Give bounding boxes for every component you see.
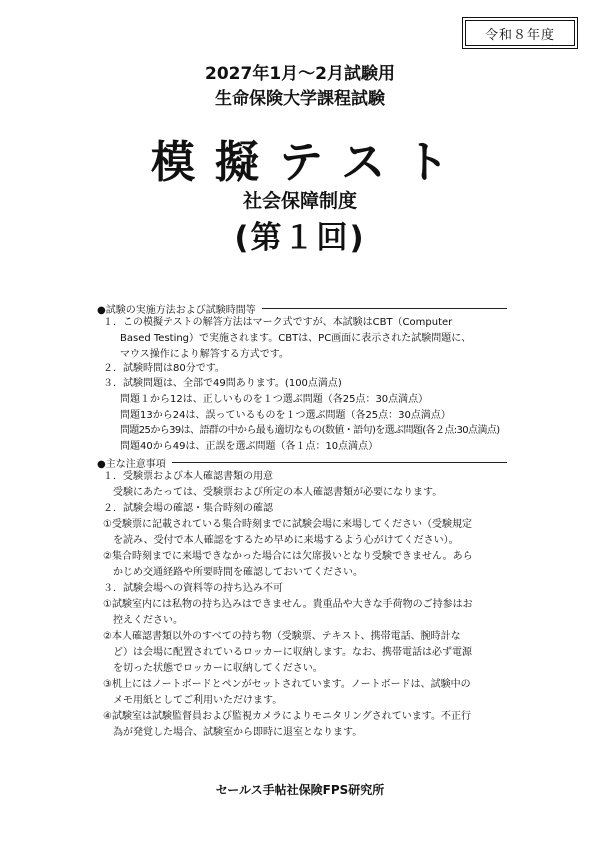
section-notes-heading xyxy=(97,455,507,469)
exam-method-line: Based Testing）で実施されます。CBTは、PC画面に表示された試験問題に、 xyxy=(120,333,472,344)
notes-line: を読み、受付で本人確認をするため早めに来場するよう心がけてください）。 xyxy=(113,535,459,546)
notes-line: 為が発覚した場合、試験室から即時に退室となります。 xyxy=(113,727,363,738)
heading-rule xyxy=(262,308,507,309)
notes-line: ど）は会場に配置されているロッカーに収納します。なお、携帯電話は必ず電源 xyxy=(113,647,472,658)
section-exam-method-heading xyxy=(97,301,507,315)
exam-method-line: ３．試験問題は、全部で49問あります。(100点満点) xyxy=(103,378,342,389)
notes-line: 受験にあたっては、受験票および所定の本人確認書類が必要になります。 xyxy=(113,487,443,498)
notes-line: ③机上にはノートボードとペンがセットされています。ノートボードは、試験中の xyxy=(103,679,471,690)
subject-title: 社会保障制度 xyxy=(242,190,357,212)
publisher-name: セールス手帖社保険FPS研究所 xyxy=(215,783,385,797)
question-range-line: 問題13から24は、誤っているものを１つ選ぶ問題（各25点：30点満点） xyxy=(120,410,451,421)
question-range-line: 問題１から12は、正しいものを１つ選ぶ問題（各25点：30点満点） xyxy=(120,394,429,405)
exam-method-line: マウス操作により解答する方式です。 xyxy=(120,349,289,360)
notes-line: 控えください。 xyxy=(113,615,183,626)
notes-line: １．受験票および本人確認書類の用意 xyxy=(103,471,273,482)
notes-line: ３．試験会場への資料等の持ち込み不可 xyxy=(103,583,283,594)
round-label: (第１回) xyxy=(234,220,366,256)
section-heading: ●主な注意事項 xyxy=(97,458,166,470)
question-range-line: 問題40から49は、正誤を選ぶ問題（各１点：10点満点） xyxy=(120,441,379,452)
exam-period: 2027年1月～2月試験用 xyxy=(205,64,395,84)
notes-line: メモ用紙としてご利用いただけます。 xyxy=(113,695,283,706)
section-heading: ●試験の実施方法および試験時間等 xyxy=(97,304,256,316)
main-title: 模擬テスト xyxy=(150,137,470,188)
notes-line: を切った状態でロッカーに収納してください。 xyxy=(113,663,323,674)
exam-name: 生命保険大学課程試験 xyxy=(215,89,385,109)
exam-method-line: １．この模擬テストの解答方法はマーク式ですが、本試験はCBT（Computer xyxy=(103,317,453,328)
question-range-line: 問題25から39は、語群の中から最も適切なもの(数値・語句)を選ぶ問題(各２点:30点満点) xyxy=(120,425,500,436)
notes-line: かじめ交通経路や所要時間を確認しておいてください。 xyxy=(113,567,363,578)
notes-line: ④試験室は試験監督員および監視カメラによりモニタリングされています。不正行 xyxy=(103,711,471,722)
notes-line: ①受験票に記載されている集合時刻までに試験会場に来場してください（受験規定 xyxy=(103,519,472,530)
notes-line: ２．試験会場の確認・集合時刻の確認 xyxy=(103,503,273,514)
year-label: 令和８年度 xyxy=(465,20,575,46)
year-label-box xyxy=(462,17,578,49)
notes-line: ②集合時刻までに来場できなかった場合には欠席扱いとなり受験できません。あら xyxy=(103,551,473,562)
exam-method-line: ２．試験時間は80分です。 xyxy=(103,363,225,374)
heading-rule xyxy=(172,462,507,463)
notes-line: ②本人確認書類以外のすべての持ち物（受験票、テキスト、携帯電話、腕時計な xyxy=(103,631,461,642)
notes-line: ①試験室内には私物の持ち込みはできません。貴重品や大きな手荷物のご持参はお xyxy=(103,599,473,610)
